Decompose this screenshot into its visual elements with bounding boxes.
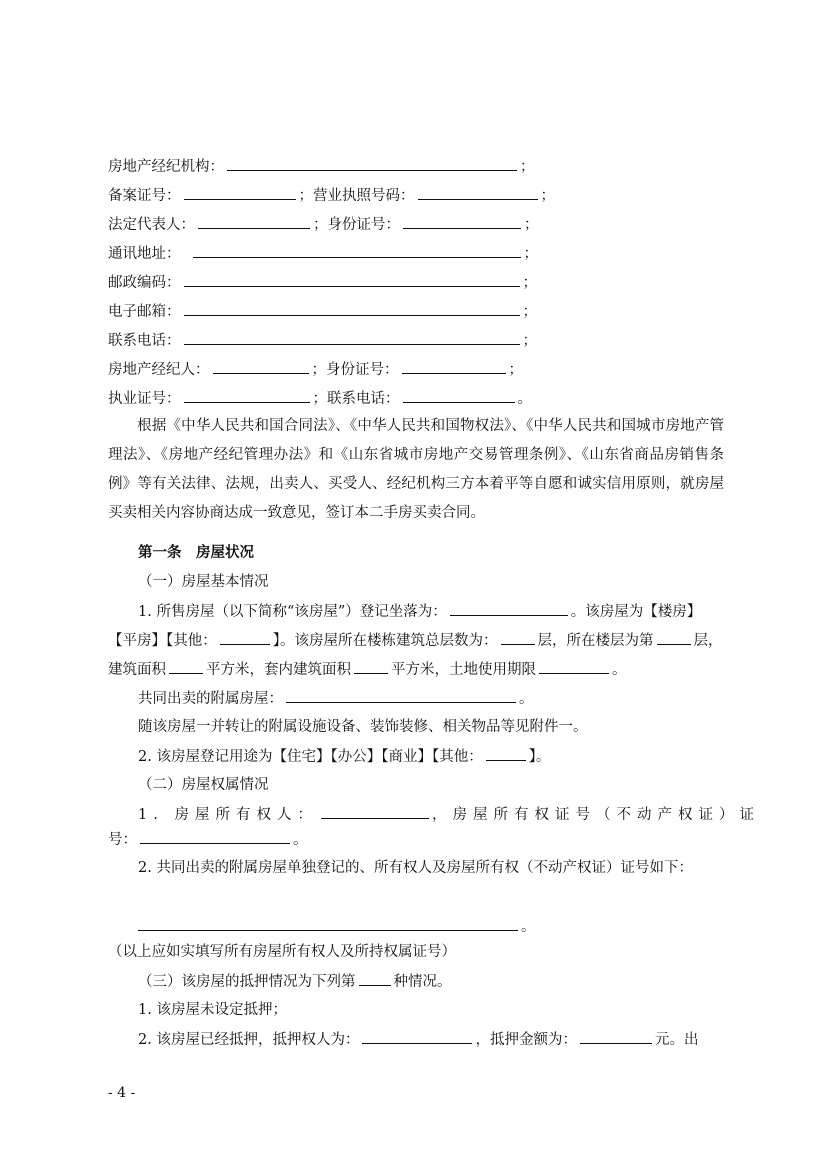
agency-name-blank[interactable] xyxy=(227,156,517,171)
facilities-line: 随该房屋一并转让的附属设施设备、装饰装修、相关物品等见附件一。 xyxy=(138,719,588,735)
license-number-blank[interactable] xyxy=(418,185,538,200)
item-2-line: 2. 该房屋登记用途为【住宅】【办公】【商业】【其他： 】。 xyxy=(138,746,550,767)
inner-area-blank[interactable] xyxy=(354,659,388,674)
mortgage-1-line: 1. 该房屋未设定抵押； xyxy=(138,1002,287,1018)
agency-name-line: 房地产经纪机构： ； xyxy=(108,156,535,177)
address-blank[interactable] xyxy=(193,243,521,258)
article-1-title: 第一条 房屋状况 xyxy=(138,544,254,561)
owner-line-a: 1. 房屋所有权人： ，房屋所有权证号（不动产权证）证 xyxy=(138,804,760,825)
cert-number-blank[interactable] xyxy=(184,388,310,403)
item-1-line-a: 1. 所售房屋（以下简称“该房屋”）登记坐落为： 。该房屋为【楼房】 xyxy=(138,601,701,622)
agent-phone-blank[interactable] xyxy=(403,388,515,403)
owner-2-blank-line: 。 xyxy=(138,916,536,937)
mortgagee-blank[interactable] xyxy=(362,1029,472,1044)
email-line: 电子邮箱： ； xyxy=(108,301,537,322)
owner-blank[interactable] xyxy=(321,804,429,819)
agent-id-blank[interactable] xyxy=(402,359,506,374)
certificate-number-blank[interactable] xyxy=(140,829,290,844)
section-2-heading: （二）房屋权属情况 xyxy=(138,777,269,793)
item-1-line-c: 建筑面积 平方米，套内建筑面积 平方米，土地使用期限 。 xyxy=(108,659,627,680)
mortgage-case-blank[interactable] xyxy=(359,971,391,986)
record-number-blank[interactable] xyxy=(184,185,296,200)
preamble-paragraph: 根据《中华人民共和国合同法》、《中华人民共和国物权法》、《中华人民共和国城市房地产管理法》、《房地产经纪管理办法》和《山东省城市房地产交易管理条例》、《山东省商品房销售条例》等有关法律、法规，出卖人、买受人、经纪机构三方本着平等自愿和诚实信用原则，就房屋买卖相关内容协商达成一致意见，签订本二手房买卖合同。 xyxy=(108,418,724,521)
legal-rep-line: 法定代表人： ；身份证号： ； xyxy=(108,214,539,235)
mortgage-amount-blank[interactable] xyxy=(580,1029,652,1044)
owner-2-blank[interactable] xyxy=(138,916,518,931)
owner-2-line: 2. 共同出卖的附属房屋单独登记的、所有权人及房屋所有权（不动产权证）证号如下： xyxy=(138,860,693,876)
owner-line-b: 号： 。 xyxy=(108,829,308,850)
location-blank[interactable] xyxy=(450,601,568,616)
mortgage-2-line: 2. 该房屋已经抵押，抵押权人为： ，抵押金额为： 元。出 xyxy=(138,1029,698,1050)
postal-blank[interactable] xyxy=(184,272,520,287)
note-line: （以上应如实填写所有房屋所有权人及所持权属证号） xyxy=(108,944,456,960)
attached-blank[interactable] xyxy=(286,688,516,703)
legal-rep-id-blank[interactable] xyxy=(403,214,521,229)
section-1-heading: （一）房屋基本情况 xyxy=(138,574,269,590)
type-other-blank[interactable] xyxy=(220,630,270,645)
postal-line: 邮政编码： ； xyxy=(108,272,537,293)
land-term-blank[interactable] xyxy=(539,659,609,674)
total-floors-blank[interactable] xyxy=(501,630,535,645)
usage-other-blank[interactable] xyxy=(486,746,526,761)
phone-line: 联系电话： ； xyxy=(108,330,537,351)
agent-name-blank[interactable] xyxy=(213,359,309,374)
email-blank[interactable] xyxy=(184,301,520,316)
section-3-line: （三）该房屋的抵押情况为下列第 种情况。 xyxy=(138,971,452,992)
page-number: - 4 - xyxy=(108,1085,136,1101)
agent-line: 房地产经纪人： ；身份证号： ； xyxy=(108,359,523,380)
record-license-line: 备案证号： ；营业执照号码： ； xyxy=(108,185,555,206)
cert-line: 执业证号： ；联系电话： 。 xyxy=(108,388,532,409)
legal-rep-blank[interactable] xyxy=(198,214,310,229)
item-1-line-b: 【平房】【其他： 】。该房屋所在楼栋建筑总层数为： 层，所在楼层为第 层， xyxy=(108,630,723,651)
floor-blank[interactable] xyxy=(657,630,691,645)
attached-line: 共同出卖的附属房屋： 。 xyxy=(138,688,534,709)
address-line: 通讯地址： ； xyxy=(108,243,538,264)
building-area-blank[interactable] xyxy=(169,659,203,674)
phone-blank[interactable] xyxy=(184,330,520,345)
